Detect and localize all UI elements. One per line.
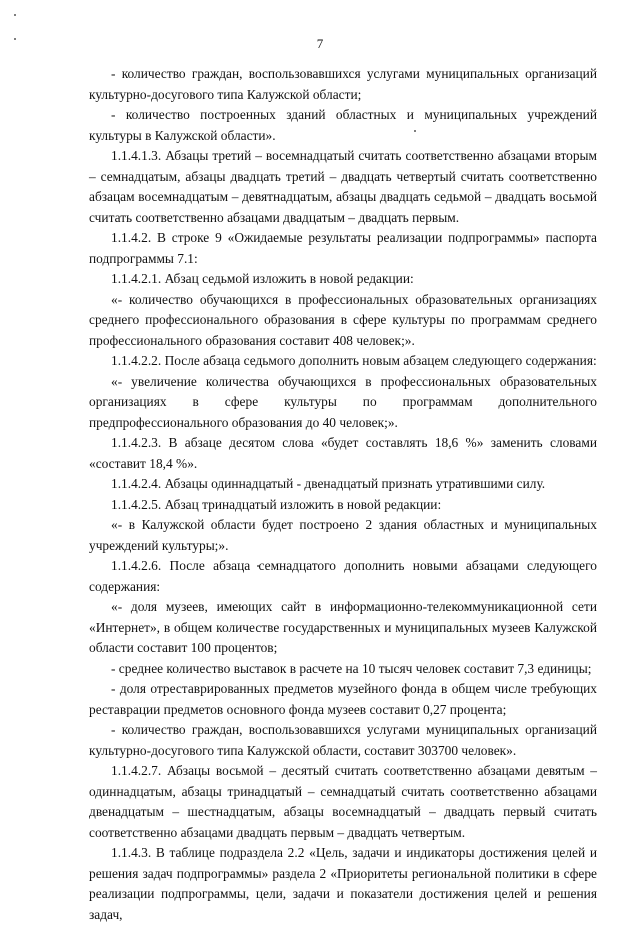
paragraph: 1.1.4.2.6. После абзаца семнадцатого дополнить новыми абзацами следующего содержания: bbox=[89, 558, 597, 594]
document-body bbox=[89, 64, 597, 925]
paragraph: 1.1.4.3. В таблице подраздела 2.2 «Цель, задачи и индикаторы достижения целей и решения задач подпрограммы» раздела 2 «Приоритеты региональной политики в сфере реализации подпрограммы, цели, задачи и показатели достижения целей и решения задач, bbox=[89, 845, 597, 922]
page-number: 7 bbox=[316, 36, 324, 51]
paragraph: 1.1.4.1.3. Абзацы третий – восемнадцатый считать соответственно абзацами вторым – семнадцатым, абзацы двадцать третий – двадцать четвертый считать соответственно абзацам восемнадцатым – девятнадцатым, абзацы двадцать седьмой – двадцать восьмой считать соответственно абзацами двадцатым – двадцать первым. bbox=[89, 148, 597, 225]
paragraph: - количество граждан, воспользовавшихся услугами муниципальных организаций культурно-досугового типа Калужской области, составит 303700 человек». bbox=[89, 722, 597, 758]
paragraph: 1.1.4.2.2. После абзаца седьмого дополнить новым абзацем следующего содержания: bbox=[111, 353, 597, 368]
paragraph: «- количество обучающихся в профессиональных образовательных организациях среднего профессионального образования в сфере культуры по программам среднего профессионального образования составит 408 человек;». bbox=[89, 291, 597, 348]
paragraph: 1.1.4.2.3. В абзаце десятом слова «будет составлять 18,6 %» заменить словами «составит 18,4 %». bbox=[89, 435, 597, 471]
paragraph: «- увеличение количества обучающихся в профессиональных образовательных организациях в сфере культуры по программам дополнительного предпрофессионального образования до 40 человек;». bbox=[89, 373, 597, 430]
paragraph: «- доля музеев, имеющих сайт в информационно-телекоммуникационной сети «Интернет», в общем количестве государственных и муниципальных музеев Калужской области составит 100 процентов; bbox=[89, 599, 597, 655]
paragraph: - количество граждан, воспользовавшихся услугами муниципальных организаций культурно-досугового типа Калужской области; bbox=[89, 66, 597, 102]
paragraph: 1.1.4.2. В строке 9 «Ожидаемые результаты реализации подпрограммы» паспорта подпрограммы 7.1: bbox=[89, 230, 597, 266]
paragraph: - доля отреставрированных предметов музейного фонда в общем числе требующих реставрации предметов основного фонда музеев составит 0,27 процента; bbox=[89, 681, 597, 717]
scan-speck bbox=[14, 14, 16, 16]
paragraph: 1.1.4.2.4. Абзацы одиннадцатый - двенадцатый признать утратившими силу. bbox=[111, 476, 546, 491]
paragraph: - среднее количество выставок в расчете на 10 тысяч человек составит 7,3 единицы; bbox=[111, 660, 592, 676]
paragraph: 1.1.4.2.7. Абзацы восьмой – десятый считать соответственно абзацами девятым – одиннадцатым, абзацы тринадцатый – семнадцатый считать соответственно абзацами двенадцатым – шестнадцатым, абзацы восемнадцатый – двадцать первый считать соответственно абзацами двадцать первым – двадцать четвертым. bbox=[89, 763, 597, 840]
paragraph: 1.1.4.2.5. Абзац тринадцатый изложить в новой редакции: bbox=[111, 496, 442, 512]
paragraph: «- в Калужской области будет построено 2 здания областных и муниципальных учреждений культуры;». bbox=[89, 517, 597, 553]
paragraph: - количество построенных зданий областных и муниципальных учреждений культуры в Калужской области». bbox=[89, 107, 597, 143]
paragraph: 1.1.4.2.1. Абзац седьмой изложить в новой редакции: bbox=[111, 271, 414, 286]
